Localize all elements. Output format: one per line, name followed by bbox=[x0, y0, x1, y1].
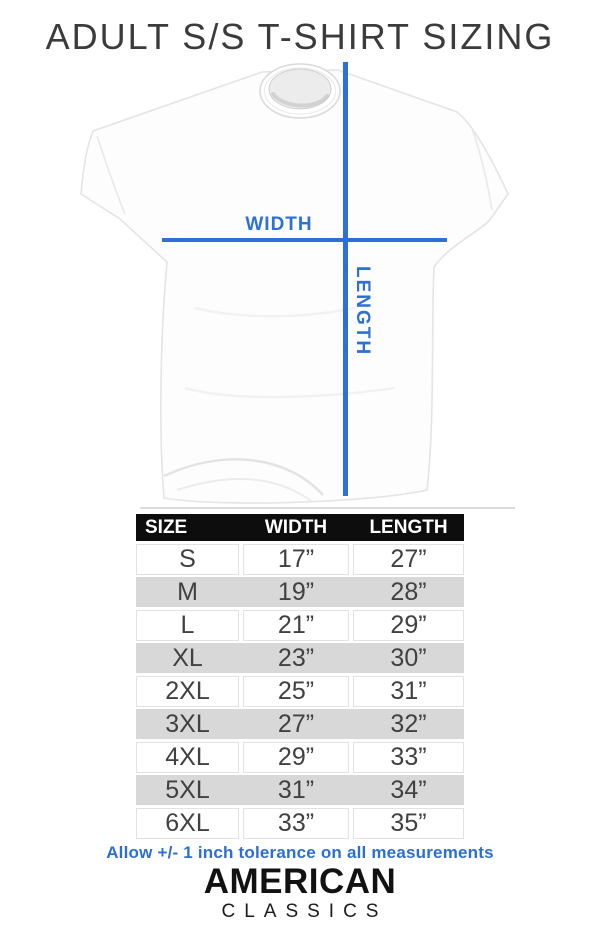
cell-length: 32” bbox=[390, 709, 427, 738]
cell-size: 4XL bbox=[136, 742, 239, 773]
cell-length: 31” bbox=[353, 676, 464, 707]
cell-width: 17” bbox=[243, 544, 349, 575]
cell-length: 30” bbox=[390, 643, 427, 672]
cell-size: M bbox=[177, 577, 198, 606]
table-row bbox=[136, 577, 464, 607]
cell-size: L bbox=[136, 610, 239, 641]
cell-width: 19” bbox=[277, 577, 315, 606]
width-measure-label: WIDTH bbox=[245, 214, 313, 235]
cell-width: 27” bbox=[277, 709, 315, 738]
cell-size: XL bbox=[172, 643, 203, 672]
table-row bbox=[136, 808, 464, 838]
table-row bbox=[136, 643, 464, 673]
cell-length: 33” bbox=[353, 742, 464, 773]
brand-logo-primary: AMERICAN bbox=[203, 862, 397, 901]
table-row bbox=[136, 676, 464, 706]
column-header-length: LENGTH bbox=[369, 517, 448, 538]
column-header-width: WIDTH bbox=[264, 517, 328, 538]
tolerance-note: Allow +/- 1 inch tolerance on all measurements bbox=[106, 843, 494, 862]
tshirt-body-shape bbox=[81, 70, 508, 503]
table-row bbox=[136, 775, 464, 805]
cell-size: 2XL bbox=[136, 676, 239, 707]
table-row bbox=[136, 742, 464, 772]
width-measure-line bbox=[162, 238, 447, 242]
cell-length: 34” bbox=[390, 775, 427, 804]
cell-length: 28” bbox=[390, 577, 427, 606]
cell-size: 6XL bbox=[136, 808, 239, 839]
size-table-header bbox=[136, 514, 464, 541]
length-measure-line bbox=[343, 62, 348, 496]
cell-length: 35” bbox=[353, 808, 464, 839]
cell-size: S bbox=[136, 544, 239, 575]
cell-width: 31” bbox=[277, 775, 315, 804]
cell-length: 29” bbox=[353, 610, 464, 641]
column-header-size: SIZE bbox=[145, 517, 188, 538]
table-row bbox=[136, 709, 464, 739]
cell-width: 21” bbox=[243, 610, 349, 641]
brand-logo-secondary: CLASSICS bbox=[221, 901, 388, 922]
cell-width: 23” bbox=[277, 643, 315, 672]
cell-width: 29” bbox=[243, 742, 349, 773]
cell-size: 3XL bbox=[165, 709, 210, 738]
cell-size: 5XL bbox=[165, 775, 210, 804]
tshirt-graphic bbox=[75, 58, 525, 510]
size-table bbox=[136, 514, 464, 841]
page-title: ADULT S/S T-SHIRT SIZING bbox=[45, 16, 555, 57]
cell-length: 27” bbox=[353, 544, 464, 575]
shirt-ground-shadow bbox=[140, 507, 515, 509]
table-row bbox=[136, 610, 464, 640]
length-measure-label: LENGTH bbox=[352, 266, 373, 357]
table-row bbox=[136, 544, 464, 574]
cell-width: 33” bbox=[243, 808, 349, 839]
cell-width: 25” bbox=[243, 676, 349, 707]
brand-logo bbox=[0, 864, 600, 923]
